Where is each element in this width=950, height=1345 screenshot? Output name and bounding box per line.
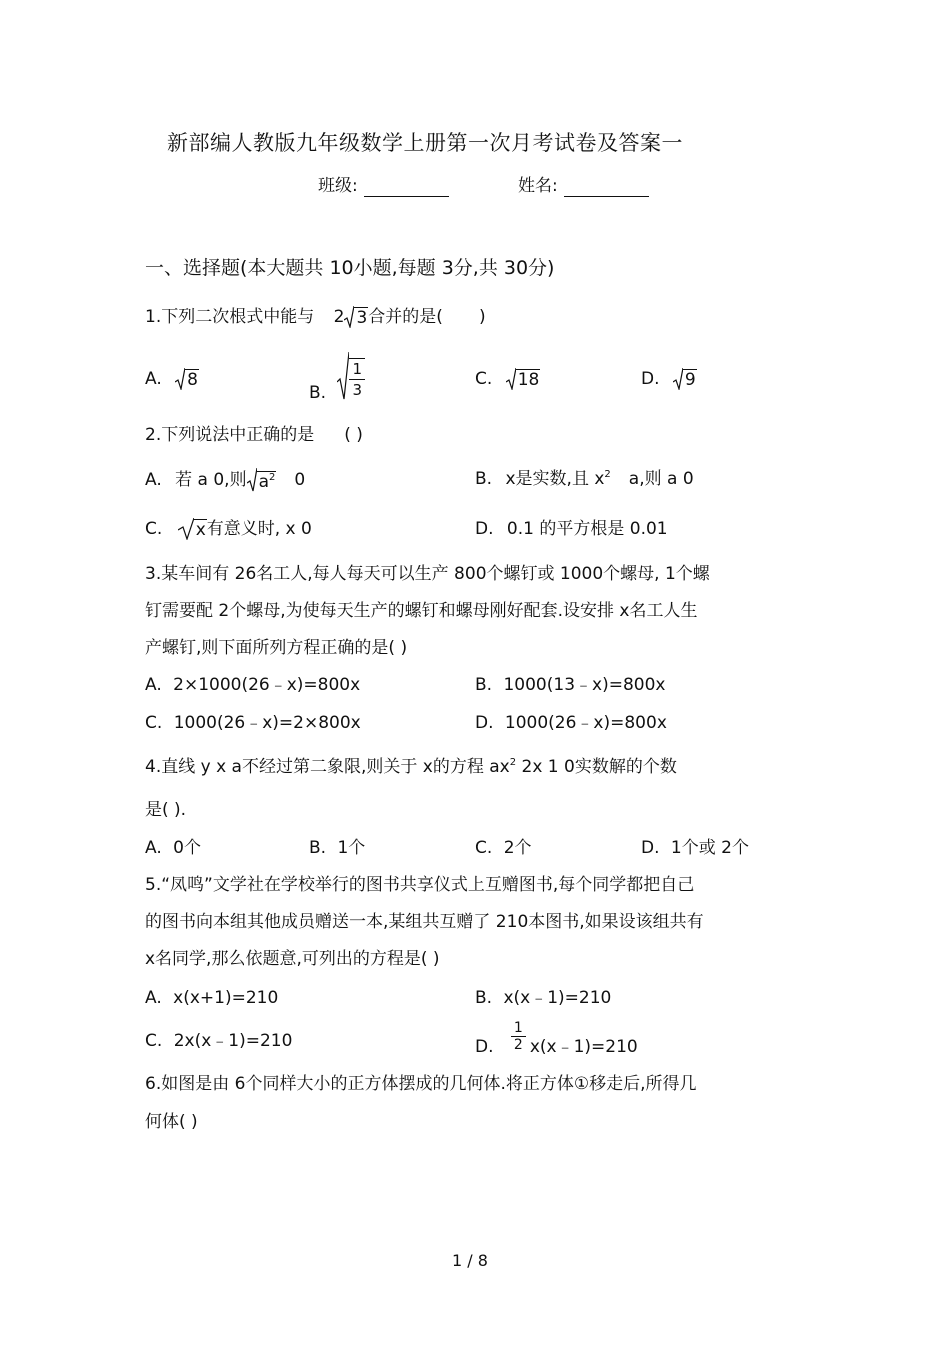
q3-option-d[interactable] <box>475 712 667 734</box>
option-label: D. <box>641 369 660 389</box>
q5-option-d[interactable] <box>475 1020 638 1057</box>
question-3-line-2: 钉需要配 2个螺母,为使每天生产的螺钉和螺母刚好配套.设安排 x名工人生 <box>145 601 698 621</box>
page-number: 1 / 8 <box>452 1251 488 1270</box>
q1-coef: 2 <box>333 307 345 327</box>
sqrt-symbol <box>337 352 365 400</box>
question-5-line-3: x名同学,那么依题意,可列出的方程是( ) <box>145 949 440 969</box>
exponent: 2 <box>604 469 611 480</box>
option-text: a,则 a 0 <box>628 469 694 489</box>
class-field <box>318 175 449 197</box>
q4-option-d[interactable] <box>641 837 749 859</box>
q2-option-c[interactable] <box>145 518 312 540</box>
question-6-line-2: 何体( ) <box>145 1112 198 1132</box>
option-label: B. <box>309 383 327 403</box>
option-text: 1个或 2个 <box>670 838 749 858</box>
name-blank <box>564 178 649 197</box>
question-5-line-1: 5.“凤鸣”文学社在学校举行的图书共享仪式上互赠图书,每个同学都把自己 <box>145 875 695 895</box>
option-text: 0个 <box>173 838 201 858</box>
fraction-denominator: 2 <box>513 1037 523 1053</box>
option-text: 1个 <box>337 838 366 858</box>
option-text: x(x﹣1)=210 <box>503 988 612 1008</box>
q4-option-a[interactable] <box>145 837 201 859</box>
question-3-line-3: 产螺钉,则下面所列方程正确的是( ) <box>145 638 408 658</box>
name-label: 姓名: <box>518 176 558 196</box>
question-2 <box>145 424 363 446</box>
q1-text-b: 合并的是( <box>368 307 443 327</box>
q4-option-c[interactable] <box>475 837 532 859</box>
exponent: 2 <box>509 757 517 768</box>
option-text: x(x+1)=210 <box>173 988 279 1008</box>
fraction-numerator: 1 <box>349 359 365 380</box>
sqrt-symbol <box>344 306 368 328</box>
option-label: A. <box>145 838 162 858</box>
name-field <box>518 175 649 197</box>
option-label: D. <box>475 1036 494 1057</box>
option-text: 有意义时, x 0 <box>206 519 312 539</box>
option-label: C. <box>145 713 163 733</box>
question-6-line-1: 6.如图是由 6个同样大小的正方体摆成的几何体.将正方体①移走后,所得几 <box>145 1074 697 1094</box>
q1-text-a: 1.下列二次根式中能与 <box>145 307 315 327</box>
question-4-line-2: 是( ). <box>145 800 187 820</box>
option-text: 若 a 0,则 <box>175 470 247 490</box>
q3-option-c[interactable] <box>145 712 361 734</box>
option-text: x(x﹣1)=210 <box>529 1036 638 1057</box>
q2-option-b[interactable] <box>475 468 694 490</box>
option-label: B. <box>309 838 327 858</box>
sqrt-symbol <box>175 368 199 390</box>
option-text: 2×1000(26﹣x)=800x <box>173 675 361 695</box>
class-label: 班级: <box>318 176 358 196</box>
option-label: C. <box>145 1031 163 1051</box>
option-label: A. <box>145 369 162 389</box>
q4-text-b: 2x 1 0实数解的个数 <box>516 757 677 777</box>
q1-option-c[interactable] <box>475 368 540 390</box>
option-label: B. <box>475 988 493 1008</box>
question-1 <box>145 306 486 328</box>
q5-option-a[interactable] <box>145 987 278 1009</box>
q4-text-a: 4.直线 y x a不经过第二象限,则关于 x的方程 ax <box>145 757 510 777</box>
option-label: C. <box>145 519 163 539</box>
question-3-line-1: 3.某车间有 26名工人,每人每天可以生产 800个螺钉或 1000个螺母, 1个螺 <box>145 564 710 584</box>
option-text: 0.1 的平方根是 0.01 <box>506 519 668 539</box>
q1-option-d[interactable] <box>641 368 697 390</box>
fraction-denominator: 3 <box>352 381 363 399</box>
option-label: A. <box>145 988 162 1008</box>
option-label: D. <box>475 519 494 539</box>
class-blank <box>364 178 449 197</box>
exponent: 2 <box>269 472 276 483</box>
radicand: x <box>195 520 206 540</box>
page-title: 新部编人教版九年级数学上册第一次月考试卷及答案一 <box>167 131 683 155</box>
sqrt-symbol <box>178 518 207 540</box>
question-5-line-2: 的图书向本组其他成员赠送一本,某组共互赠了 210本图书,如果设该组共有 <box>145 912 704 932</box>
radicand: 9 <box>684 370 696 390</box>
option-text: 1000(26﹣x)=800x <box>504 713 667 733</box>
radicand: 8 <box>187 370 198 390</box>
q2-option-a[interactable] <box>145 468 305 492</box>
option-label: A. <box>145 675 162 695</box>
option-text: 2x(x﹣1)=210 <box>173 1031 293 1051</box>
question-4-line-1 <box>145 756 677 778</box>
q1-close: ) <box>478 307 486 327</box>
section-title: 一、选择题(本大题共 10小题,每题 3分,共 30分) <box>145 257 555 279</box>
q2-text: 2.下列说法中正确的是 <box>145 425 315 445</box>
q2-option-d[interactable] <box>475 518 668 540</box>
q3-option-b[interactable] <box>475 674 665 696</box>
q1-radicand: 3 <box>356 308 368 328</box>
sqrt-symbol <box>506 368 541 390</box>
q3-option-a[interactable] <box>145 674 360 696</box>
option-label: D. <box>475 713 494 733</box>
option-label: D. <box>641 838 660 858</box>
option-label: B. <box>475 675 493 695</box>
sqrt-symbol <box>247 468 277 492</box>
radicand: a <box>258 472 270 492</box>
q1-option-a[interactable] <box>145 368 199 390</box>
radicand: 18 <box>517 370 540 390</box>
q5-option-c[interactable] <box>145 1030 292 1052</box>
option-label: B. <box>475 469 493 489</box>
q5-option-b[interactable] <box>475 987 611 1009</box>
sqrt-symbol <box>673 368 697 390</box>
option-text: 1000(13﹣x)=800x <box>503 675 666 695</box>
q2-bracket: ( ) <box>344 425 363 445</box>
q4-option-b[interactable] <box>309 837 365 859</box>
option-label: C. <box>475 838 493 858</box>
fraction-numerator: 1 <box>511 1020 526 1037</box>
option-text: 2个 <box>503 838 532 858</box>
q1-option-b[interactable] <box>309 352 365 403</box>
option-label: A. <box>145 470 162 490</box>
option-text: 0 <box>294 470 306 490</box>
option-label: C. <box>475 369 493 389</box>
option-text: x是实数,且 x <box>505 469 605 489</box>
option-text: 1000(26﹣x)=2×800x <box>173 713 361 733</box>
